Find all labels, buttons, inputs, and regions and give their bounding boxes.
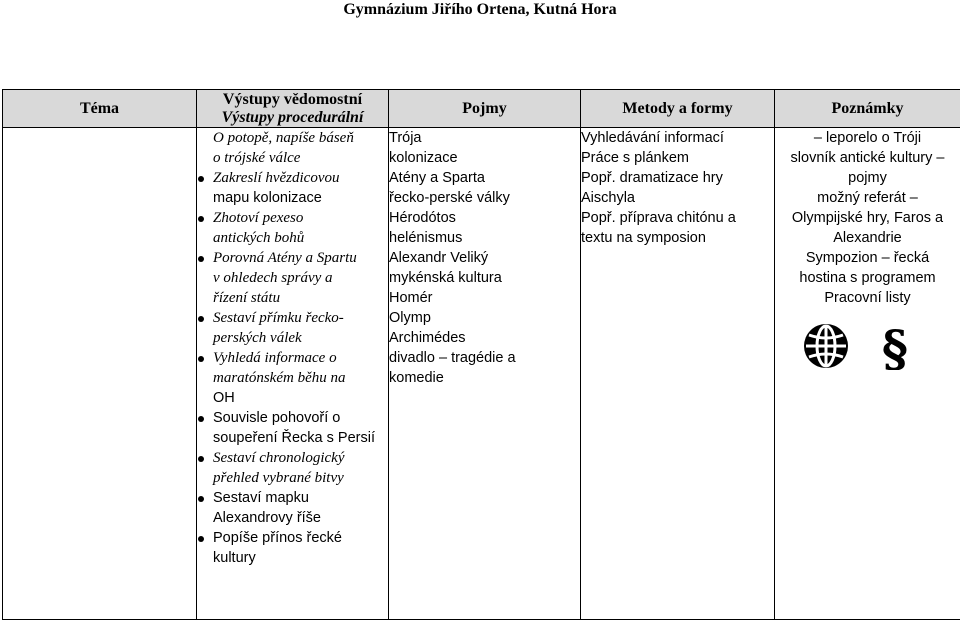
output-text: O potopě, napíše báseň [213, 130, 354, 146]
output-text: mapu kolonizace [213, 190, 322, 206]
note-line: Alexandrie [775, 228, 960, 248]
term-line: Homér [389, 288, 580, 308]
method-line: Popř. příprava chitónu a [581, 208, 774, 228]
output-text: Sestaví mapku [213, 490, 309, 506]
term-line: mykénská kultura [389, 268, 580, 288]
bullet-icon [198, 316, 204, 322]
method-line: textu na symposion [581, 228, 774, 248]
note-line: hostina s programem [775, 268, 960, 288]
output-line [197, 428, 388, 448]
table-header-row [3, 90, 960, 128]
term-line: divadlo – tragédie a [389, 348, 580, 368]
output-text: OH [213, 390, 235, 406]
output-text: v ohledech správy a [213, 270, 333, 286]
header-outputs-line2: Výstupy procedurální [197, 109, 388, 127]
output-text: o trójské válce [213, 150, 300, 166]
term-line: Alexandr Veliký [389, 248, 580, 268]
output-line [197, 468, 388, 488]
method-line: Práce s plánkem [581, 148, 774, 168]
output-line [197, 188, 388, 208]
output-line [197, 388, 388, 408]
cell-outputs [197, 128, 389, 620]
table-row [3, 128, 960, 620]
output-text: Porovná Atény a Spartu [213, 250, 357, 266]
output-line [197, 288, 388, 308]
output-bullet-line [197, 248, 388, 268]
output-text: Alexandrovy říše [213, 510, 321, 526]
header-outputs [197, 90, 389, 128]
svg-text:§: § [881, 322, 907, 370]
term-line: Atény a Sparta [389, 168, 580, 188]
output-line [197, 268, 388, 288]
output-line [197, 508, 388, 528]
output-line [197, 328, 388, 348]
term-line: Olymp [389, 308, 580, 328]
header-metody: Metody a formy [581, 90, 775, 128]
term-line: kolonizace [389, 148, 580, 168]
output-bullet-line [197, 208, 388, 228]
note-line: Pracovní listy [775, 288, 960, 308]
term-line: komedie [389, 368, 580, 388]
bullet-icon [198, 456, 204, 462]
output-text: přehled vybrané bitvy [213, 470, 344, 486]
page-title: Gymnázium Jiřího Ortena, Kutná Hora [0, 0, 960, 20]
output-bullet-line [197, 488, 388, 508]
note-line: pojmy [775, 168, 960, 188]
output-text: kultury [213, 550, 256, 566]
output-bullet-line [197, 528, 388, 548]
cell-poznamky [775, 128, 960, 620]
output-text: antických bohů [213, 230, 304, 246]
output-text: Sestaví přímku řecko- [213, 310, 344, 326]
note-line: možný referát – [775, 188, 960, 208]
cell-tema [3, 128, 197, 620]
term-line: Trója [389, 128, 580, 148]
output-text: Souvisle pohovoří o [213, 410, 340, 426]
output-text: Zhotoví pexeso [213, 210, 303, 226]
output-line [197, 368, 388, 388]
bullet-icon [198, 416, 204, 422]
note-line: – leporelo o Tróji [775, 128, 960, 148]
cell-pojmy [389, 128, 581, 620]
output-text: perských válek [213, 330, 302, 346]
output-text: Zakreslí hvězdicovou [213, 170, 340, 186]
note-line: Olympijské hry, Faros a [775, 208, 960, 228]
section-sign-icon [878, 322, 912, 370]
note-line: slovník antické kultury – [775, 148, 960, 168]
header-tema: Téma [3, 90, 197, 128]
cell-metody [581, 128, 775, 620]
output-bullet-line [197, 408, 388, 428]
output-line [197, 148, 388, 168]
output-bullet-line [197, 348, 388, 368]
output-text: Sestaví chronologický [213, 450, 344, 466]
globe-icon [800, 322, 852, 370]
method-line: Vyhledávání informací [581, 128, 774, 148]
bullet-icon [198, 216, 204, 222]
output-line [197, 228, 388, 248]
bullet-icon [198, 496, 204, 502]
term-line: helénismus [389, 228, 580, 248]
term-line: řecko-perské války [389, 188, 580, 208]
output-line [197, 548, 388, 568]
bullet-icon [198, 256, 204, 262]
output-text: řízení státu [213, 290, 280, 306]
output-bullet-line [197, 308, 388, 328]
output-line [197, 128, 388, 148]
output-text: soupeření Řecka s Persií [213, 430, 375, 446]
bullet-icon [198, 356, 204, 362]
note-line: Sympozion – řecká [775, 248, 960, 268]
header-pojmy: Pojmy [389, 90, 581, 128]
notes-icons [751, 322, 960, 370]
output-text: Popíše přínos řecké [213, 530, 342, 546]
header-outputs-line1: Výstupy vědomostní [197, 91, 388, 109]
output-bullet-line [197, 448, 388, 468]
bullet-icon [198, 536, 204, 542]
method-line: Aischyla [581, 188, 774, 208]
output-text: Vyhledá informace o [213, 350, 337, 366]
curriculum-table [2, 89, 960, 620]
bullet-icon [198, 176, 204, 182]
term-line: Hérodótos [389, 208, 580, 228]
output-text: maratónském běhu na [213, 370, 345, 386]
header-poznamky: Poznámky [775, 90, 960, 128]
output-bullet-line [197, 168, 388, 188]
term-line: Archimédes [389, 328, 580, 348]
method-line: Popř. dramatizace hry [581, 168, 774, 188]
